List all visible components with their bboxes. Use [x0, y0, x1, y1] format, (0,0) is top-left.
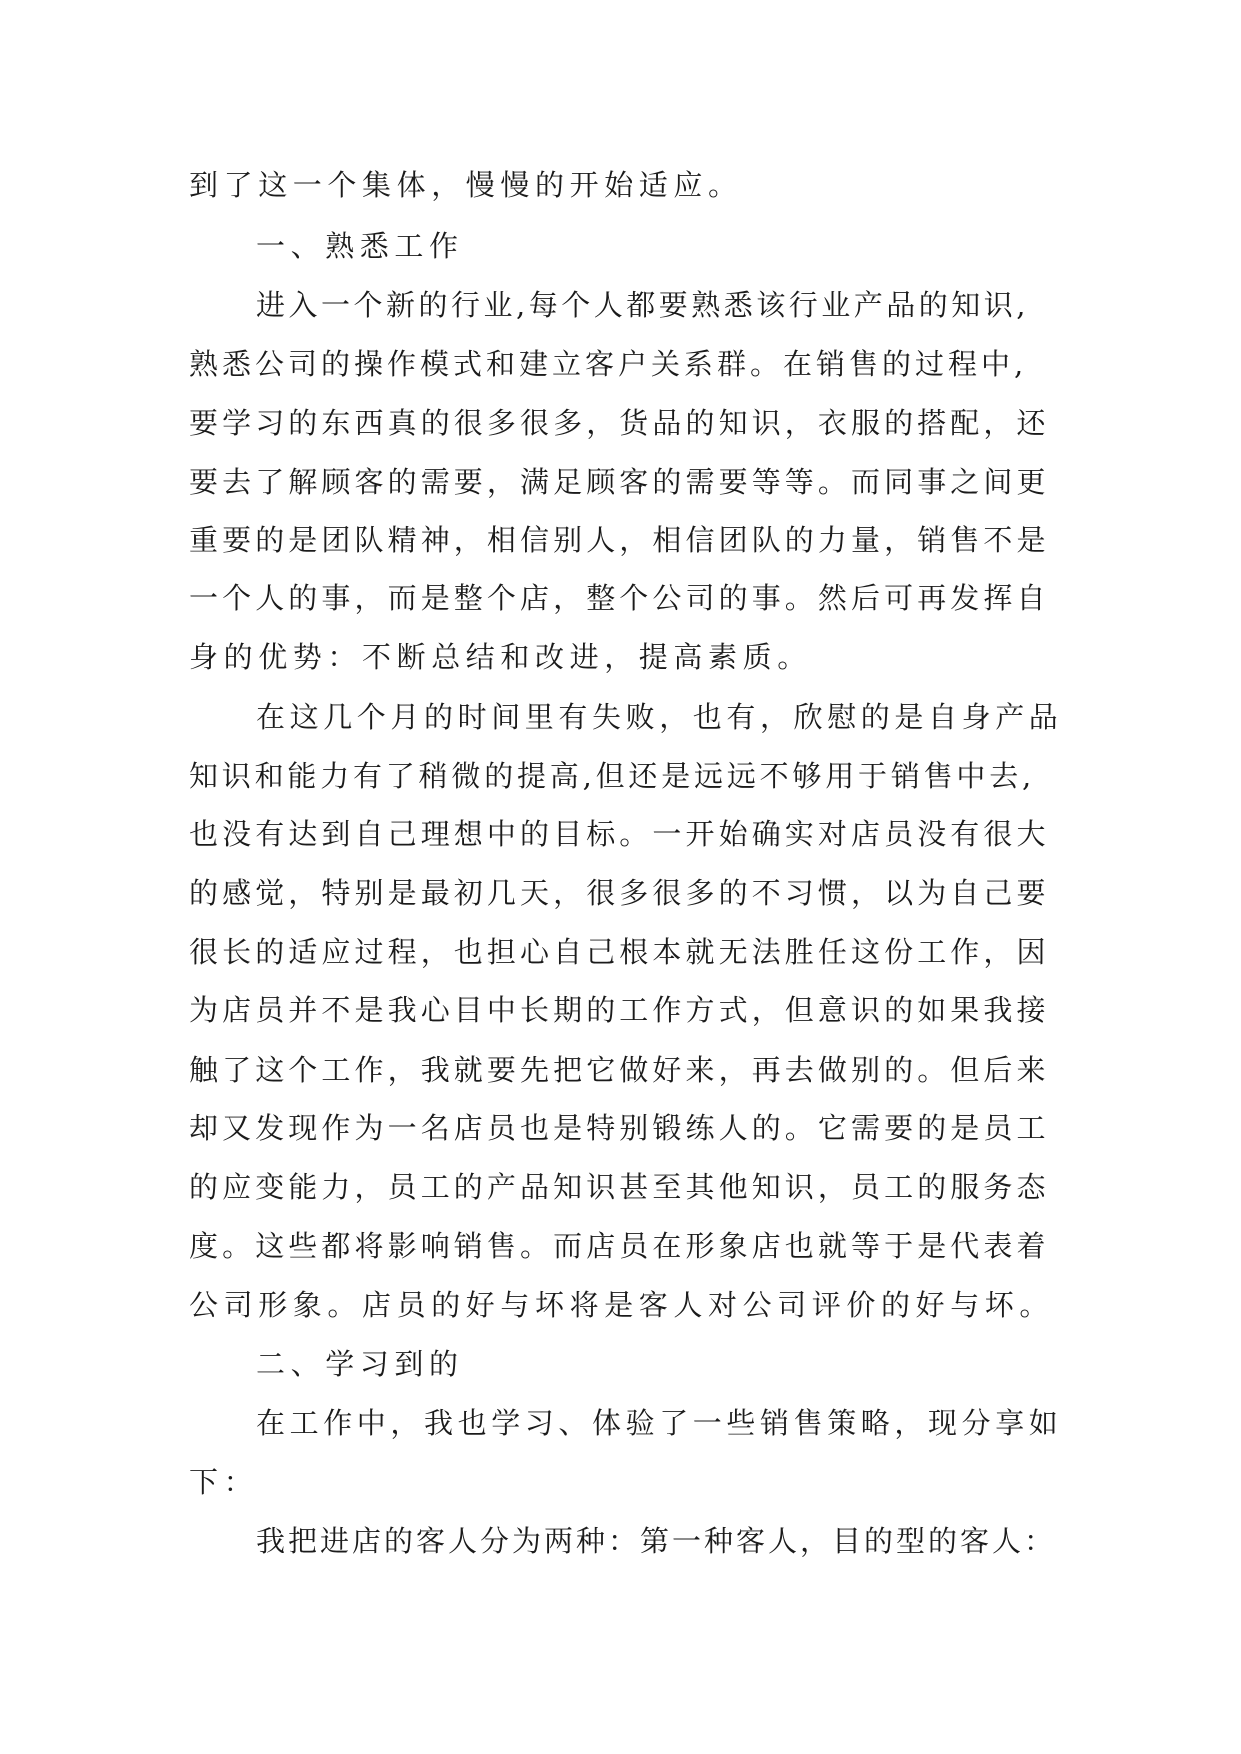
body-text-line: 度。这些都将影响销售。而店员在形象店也就等于是代表着	[189, 1229, 1050, 1263]
body-text-line: 要去了解顾客的需要，满足顾客的需要等等。而同事之间更	[189, 465, 1050, 499]
body-text-line: 为店员并不是我心目中长期的工作方式，但意识的如果我接	[189, 993, 1050, 1027]
body-text-line: 公司形象。店员的好与坏将是客人对公司评价的好与坏。	[189, 1288, 1055, 1322]
body-text-line: 也没有达到自己理想中的目标。一开始确实对店员没有很大	[189, 817, 1050, 851]
body-text-line: 的应变能力，员工的产品知识甚至其他知识，员工的服务态	[189, 1170, 1050, 1204]
section-heading: 一、熟悉工作	[256, 229, 464, 263]
body-text-line: 我把进店的客人分为两种：第一种客人，目的型的客人：	[256, 1524, 1057, 1558]
body-text-line: 进入一个新的行业,每个人都要熟悉该行业产品的知识,	[256, 288, 1029, 322]
body-text-line: 却又发现作为一名店员也是特别锻练人的。它需要的是员工	[189, 1111, 1050, 1145]
body-text-line: 重要的是团队精神，相信别人，相信团队的力量，销售不是	[189, 523, 1050, 557]
body-text-line: 要学习的东西真的很多很多，货品的知识，衣服的搭配，还	[189, 406, 1050, 440]
section-heading: 二、学习到的	[256, 1347, 464, 1381]
body-text-line: 一个人的事，而是整个店，整个公司的事。然后可再发挥自	[189, 581, 1050, 615]
body-text-line: 在这几个月的时间里有失败，也有，欣慰的是自身产品	[256, 700, 1063, 734]
body-text-line: 到了这一个集体，慢慢的开始适应。	[189, 168, 743, 202]
body-text-line: 知识和能力有了稍微的提高,但还是远远不够用于销售中去,	[189, 759, 1036, 793]
body-text-line: 的感觉，特别是最初几天，很多很多的不习惯，以为自己要	[189, 876, 1050, 910]
body-text-line: 很长的适应过程，也担心自己根本就无法胜任这份工作，因	[189, 935, 1050, 969]
body-text-line: 在工作中，我也学习、体验了一些销售策略，现分享如	[256, 1406, 1063, 1440]
body-text-line: 身的优势：不断总结和改进，提高素质。	[189, 640, 812, 674]
body-text-line: 熟悉公司的操作模式和建立客户关系群。在销售的过程中,	[189, 347, 1028, 381]
body-text-line: 触了这个工作，我就要先把它做好来，再去做别的。但后来	[189, 1053, 1050, 1087]
body-text-line: 下：	[189, 1465, 259, 1499]
